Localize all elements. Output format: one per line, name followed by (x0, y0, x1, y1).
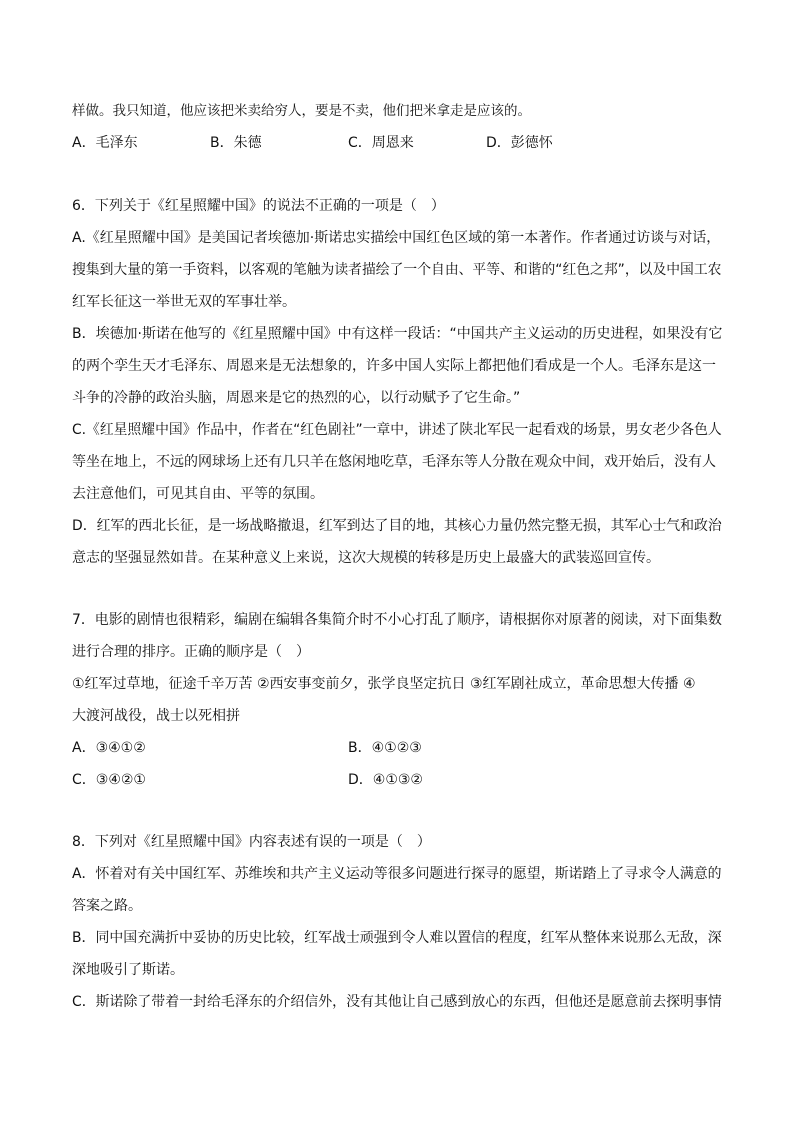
q7-option-d: D．④①③② (348, 772, 423, 788)
q6-option-d-line2: 意志的坚强显然如昔。在某种意义上来说，这次大规模的转移是历史上最盛大的武装巡回宣传。 (72, 550, 660, 566)
q7-stem-line2: 进行合理的排序。正确的顺序是（ ） (72, 644, 310, 660)
q8-stem: 8．下列对《红星照耀中国》内容表述有误的一项是（ ） (72, 834, 431, 850)
q7-option-a: A．③④①② (72, 740, 146, 756)
q7-stem-line1: 7．电影的剧情也很精彩，编剧在编辑各集简介时不小心打乱了顺序，请根据你对原著的阅读，对下面集数 (72, 612, 722, 628)
q7-option-b: B．④①②③ (348, 740, 422, 756)
q6-option-b-line2: 的两个孪生天才毛泽东、周恩来是无法想象的，许多中国人实际上都把他们看成是一个人。毛泽东是这一 (72, 358, 716, 374)
q6-option-c-line1: C.《红星照耀中国》作品中，作者在“红色剧社”一章中，讲述了陕北军民一起看戏的场景，男女老少各色人 (72, 422, 722, 438)
q7-items-line1: ①红军过草地，征途千辛万苦 ②西安事变前夕，张学良坚定抗日 ③红军剧社成立，革命思想大传播 ④ (72, 676, 696, 692)
q6-stem: 6．下列关于《红星照耀中国》的说法不正确的一项是（ ） (72, 198, 445, 214)
q8-option-a-line2: 答案之路。 (72, 898, 142, 914)
q6-option-c-line3: 去注意他们，可见其自由、平等的氛围。 (72, 486, 324, 502)
q6-option-d-line1: D．红军的西北长征，是一场战略撤退，红军到达了目的地，其核心力量仍然完整无损，其军心士气和政治 (72, 518, 722, 534)
q6-option-a-line1: A.《红星照耀中国》是美国记者埃德加·斯诺忠实描绘中国红色区域的第一本著作。作者通过访谈与对话， (72, 230, 721, 246)
q6-option-b-line1: B．埃德加·斯诺在他写的《红星照耀中国》中有这样一段话：“中国共产主义运动的历史进程，如果没有它 (72, 326, 723, 342)
q7-option-c: C．③④②① (72, 772, 146, 788)
q8-option-c-line1: C．斯诺除了带着一封给毛泽东的介绍信外，没有其他让自己感到放心的东西，但他还是愿意前去探明事情 (72, 994, 722, 1010)
q5-option-b: B．朱德 (210, 135, 262, 151)
q7-items-line2: 大渡河战役，战士以死相拼 (72, 708, 240, 724)
q5-option-a: A．毛泽东 (72, 135, 138, 151)
q5-continuation: 样做。我只知道，他应该把米卖给穷人，要是不卖，他们把米拿走是应该的。 (72, 103, 531, 119)
q6-option-a-line3: 红军长征这一举世无双的军事壮举。 (72, 294, 296, 310)
q8-option-b-line2: 深地吸引了斯诺。 (72, 962, 184, 978)
q8-option-b-line1: B．同中国充满折中妥协的历史比较，红军战士顽强到令人难以置信的程度，红军从整体来说那么无敌，深 (72, 930, 722, 946)
q5-option-d: D．彭德怀 (486, 135, 553, 151)
q5-option-c: C．周恩来 (348, 135, 414, 151)
q6-option-b-line3: 斗争的冷静的政治头脑，周恩来是它的热烈的心，以行动赋予了它生命。” (72, 390, 521, 406)
q8-option-a-line1: A．怀着对有关中国红军、苏维埃和共产主义运动等很多问题进行探寻的愿望，斯诺踏上了寻求令人满意的 (72, 866, 722, 882)
q6-option-c-line2: 等坐在地上，不远的网球场上还有几只羊在悠闲地吃草，毛泽东等人分散在观众中间，戏开始后，没有人 (72, 454, 716, 470)
q6-option-a-line2: 搜集到大量的第一手资料，以客观的笔触为读者描绘了一个自由、平等、和谐的“红色之邦”，以及中国工农 (72, 262, 722, 278)
